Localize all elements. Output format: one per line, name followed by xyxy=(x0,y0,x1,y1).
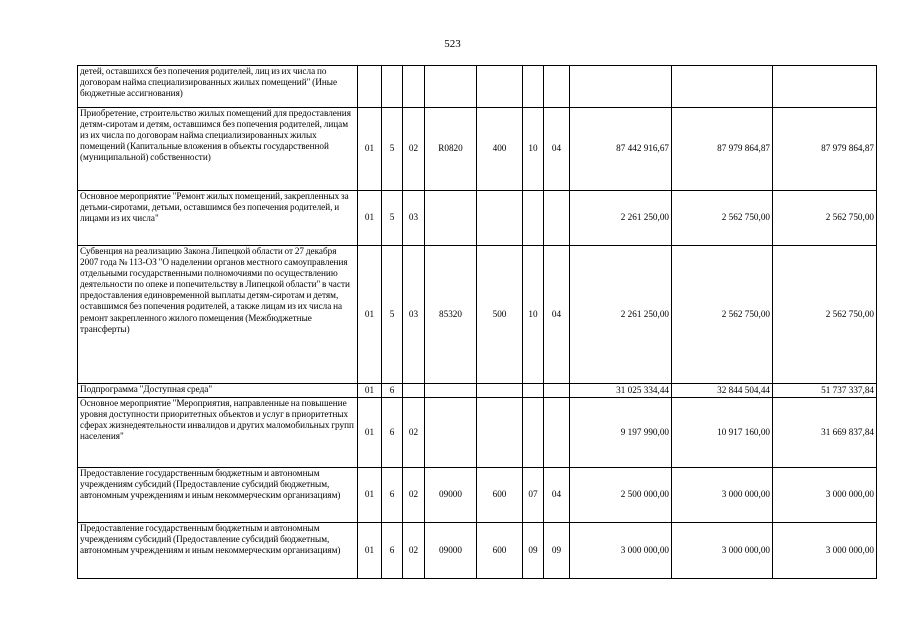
table-row xyxy=(78,108,877,191)
code-cell: 10 xyxy=(523,246,544,384)
amount-cell: 2 562 750,00 xyxy=(773,246,877,384)
amount-cell: 31 025 334,44 xyxy=(570,384,672,398)
amount-cell xyxy=(672,66,773,108)
code-cell: 03 xyxy=(403,246,425,384)
code-cell: 04 xyxy=(544,108,570,191)
code-cell xyxy=(477,191,523,246)
row-description: Основное мероприятие "Ремонт жилых помещений, закрепленных за детьми-сиротами, детьми, оставшимся без попечения родителей, и лицами из их числа" xyxy=(78,191,358,246)
amount-cell: 2 562 750,00 xyxy=(672,191,773,246)
code-cell: 01 xyxy=(358,523,382,579)
code-cell xyxy=(477,66,523,108)
row-description: Предоставление государственным бюджетным и автономным учреждениям субсидий (Предоставление субсидий бюджетным, автономным учреждениям и иным некоммерческим организациям) xyxy=(78,468,358,523)
amount-cell: 2 261 250,00 xyxy=(570,246,672,384)
code-cell xyxy=(403,66,425,108)
row-description: детей, оставшихся без попечения родителей, лиц из их числа по договорам найма специализированных жилых помещений" (Иные бюджетные ассигнования) xyxy=(78,66,358,108)
code-cell: 07 xyxy=(523,468,544,523)
amount-cell: 32 844 504,44 xyxy=(672,384,773,398)
code-cell: 400 xyxy=(477,108,523,191)
table-row xyxy=(78,384,877,398)
amount-cell: 2 500 000,00 xyxy=(570,468,672,523)
code-cell: 01 xyxy=(358,398,382,468)
code-cell: 10 xyxy=(523,108,544,191)
amount-cell: 3 000 000,00 xyxy=(773,523,877,579)
code-cell: 01 xyxy=(358,246,382,384)
code-cell: 85320 xyxy=(425,246,477,384)
code-cell: 600 xyxy=(477,468,523,523)
code-cell xyxy=(523,191,544,246)
amount-cell: 3 000 000,00 xyxy=(672,468,773,523)
amount-cell: 3 000 000,00 xyxy=(672,523,773,579)
code-cell xyxy=(403,384,425,398)
code-cell: 04 xyxy=(544,246,570,384)
amount-cell: 51 737 337,84 xyxy=(773,384,877,398)
code-cell: 5 xyxy=(382,191,403,246)
amount-cell: 31 669 837,84 xyxy=(773,398,877,468)
code-cell: 02 xyxy=(403,108,425,191)
code-cell xyxy=(544,191,570,246)
budget-table xyxy=(77,65,877,579)
table-row xyxy=(78,191,877,246)
amount-cell: 10 917 160,00 xyxy=(672,398,773,468)
amount-cell: 9 197 990,00 xyxy=(570,398,672,468)
code-cell: 6 xyxy=(382,398,403,468)
code-cell xyxy=(544,66,570,108)
code-cell: 09000 xyxy=(425,468,477,523)
code-cell xyxy=(523,384,544,398)
amount-cell: 3 000 000,00 xyxy=(773,468,877,523)
row-description: Основное мероприятие "Мероприятия, направленные на повышение уровня доступности приоритетных объектов и услуг в приоритетных сферах жизнедеятельности инвалидов и других маломобильных групп населения" xyxy=(78,398,358,468)
amount-cell: 2 562 750,00 xyxy=(773,191,877,246)
code-cell: 500 xyxy=(477,246,523,384)
table-row xyxy=(78,66,877,108)
amount-cell: 87 979 864,87 xyxy=(672,108,773,191)
code-cell: 09 xyxy=(523,523,544,579)
page-number: 523 xyxy=(444,38,461,50)
code-cell xyxy=(425,66,477,108)
table-row xyxy=(78,523,877,579)
code-cell xyxy=(358,66,382,108)
code-cell xyxy=(523,398,544,468)
code-cell: 03 xyxy=(403,191,425,246)
amount-cell: 87 979 864,87 xyxy=(773,108,877,191)
code-cell xyxy=(425,398,477,468)
code-cell: 02 xyxy=(403,398,425,468)
code-cell: 01 xyxy=(358,468,382,523)
code-cell xyxy=(382,66,403,108)
code-cell xyxy=(523,66,544,108)
code-cell: 5 xyxy=(382,108,403,191)
code-cell xyxy=(477,384,523,398)
code-cell: 01 xyxy=(358,108,382,191)
table-body xyxy=(78,66,877,579)
code-cell: 600 xyxy=(477,523,523,579)
code-cell: 01 xyxy=(358,384,382,398)
amount-cell: 3 000 000,00 xyxy=(570,523,672,579)
amount-cell xyxy=(570,66,672,108)
code-cell xyxy=(425,384,477,398)
table-row xyxy=(78,246,877,384)
code-cell: 02 xyxy=(403,468,425,523)
row-description: Приобретение, строительство жилых помещений для предоставления детям-сиротам и детям, оставшимся без попечения родителей, лицам из их числа по договорам найма специализированных жилых помещений (Капитальные вложения в объекты государственной (муниципальной) собственности) xyxy=(78,108,358,191)
code-cell: 6 xyxy=(382,523,403,579)
amount-cell: 2 261 250,00 xyxy=(570,191,672,246)
row-description: Подпрограмма "Доступная среда" xyxy=(78,384,358,398)
table-row xyxy=(78,468,877,523)
code-cell xyxy=(477,398,523,468)
code-cell: 04 xyxy=(544,468,570,523)
code-cell: R0820 xyxy=(425,108,477,191)
row-description: Субвенция на реализацию Закона Липецкой области от 27 декабря 2007 года № 113-ОЗ "О наделении органов местного самоуправления отдельными государственными полномочиями по осуществлению деятельности по опеке и попечительству в Липецкой области" в части предоставления единовременной выплаты детям-сиротам и детям, оставшимся без попечения родителей, а также лицам из их числа на ремонт закрепленного жилого помещения (Межбюджетные трансферты) xyxy=(78,246,358,384)
amount-cell xyxy=(773,66,877,108)
code-cell: 09000 xyxy=(425,523,477,579)
amount-cell: 2 562 750,00 xyxy=(672,246,773,384)
code-cell xyxy=(544,398,570,468)
row-description: Предоставление государственным бюджетным и автономным учреждениям субсидий (Предоставление субсидий бюджетным, автономным учреждениям и иным некоммерческим организациям) xyxy=(78,523,358,579)
code-cell xyxy=(544,384,570,398)
code-cell: 6 xyxy=(382,384,403,398)
amount-cell: 87 442 916,67 xyxy=(570,108,672,191)
code-cell xyxy=(425,191,477,246)
code-cell: 01 xyxy=(358,191,382,246)
code-cell: 5 xyxy=(382,246,403,384)
code-cell: 09 xyxy=(544,523,570,579)
table-row xyxy=(78,398,877,468)
code-cell: 02 xyxy=(403,523,425,579)
code-cell: 6 xyxy=(382,468,403,523)
